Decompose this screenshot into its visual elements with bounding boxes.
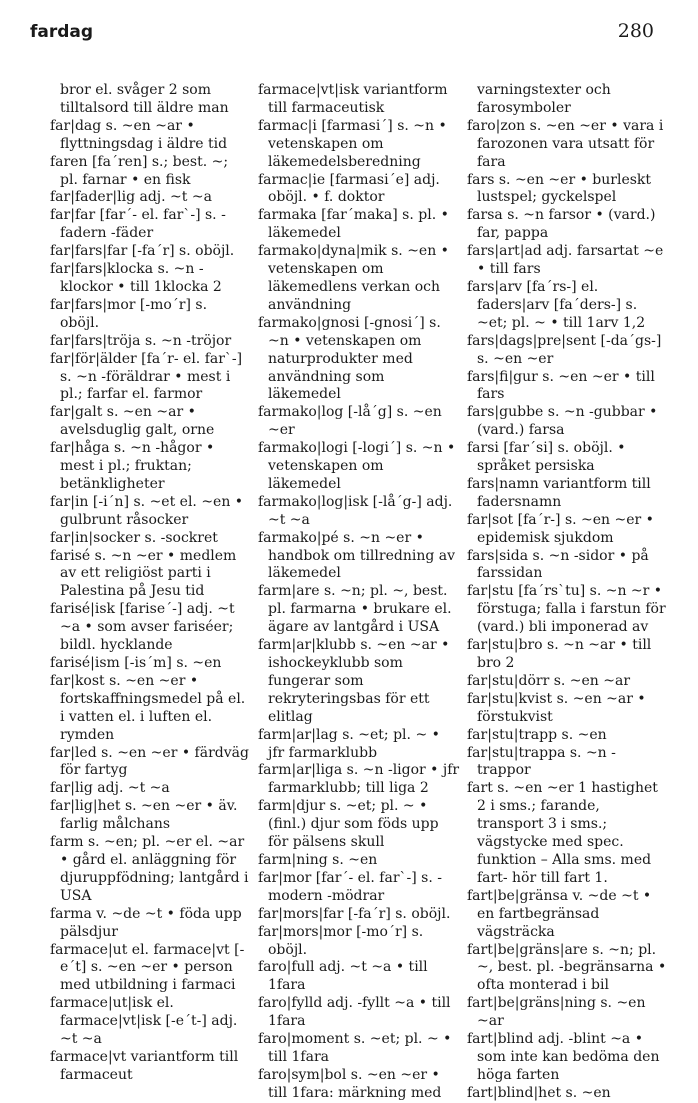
dictionary-entry: varningstexter och farosymboler: [477, 82, 611, 116]
dictionary-entry: farsa s. ~n farsor • (vard.) far, pappa: [467, 207, 656, 242]
dictionary-entry: far|far [far´- el. far`-] s. -fadern -fäder: [50, 207, 226, 242]
dictionary-entry: far|dag s. ~en ~ar • flyttningsdag i äldre tid: [50, 117, 228, 152]
dictionary-entry: faro|zon s. ~en ~er • vara i farozonen vara utsatt för fara: [467, 117, 664, 170]
dictionary-entry: farisé s. ~n ~er • medlem av ett religiöst parti i Palestina på Jesu tid: [50, 547, 237, 600]
dictionary-entry: far|lig|het s. ~en ~er • äv. farlig målchans: [50, 798, 238, 833]
entries-column-3: [467, 82, 667, 1103]
dictionary-entry: farmac|i [farmasi´] s. ~n • vetenskapen om läkemedelsberedning: [258, 117, 447, 170]
dictionary-entry: far|fader|lig adj. ~t ~a: [50, 189, 212, 206]
dictionary-entry: far|in [-i´n] s. ~et el. ~en • gulbrunt råsocker: [50, 493, 244, 528]
dictionary-entry: fart|blind adj. -blint ~a • som inte kan bedöma den höga farten: [467, 1031, 660, 1083]
entries-column-1: [50, 82, 250, 1085]
dictionary-entry: far|mors|far [-fa´r] s. oböjl.: [258, 905, 451, 922]
dictionary-entry: farm|djur s. ~et; pl. ~ • (finl.) djur som föds upp för pälsens skull: [258, 798, 439, 851]
dictionary-entry: farmace|vt variantform till farmaceut: [50, 1048, 239, 1083]
dictionary-entry: far|mors|mor [-mo´r] s. oböjl.: [258, 923, 424, 958]
dictionary-entry: faro|fylld adj. -fyllt ~a • till 1fara: [258, 995, 451, 1030]
dictionary-entry: fart|be|gränsa v. ~de ~t • en fartbegränsad vägsträcka: [467, 887, 652, 940]
dictionary-entry: far|håga s. ~n -hågor • mest i pl.; fruktan; betänkligheter: [50, 440, 215, 492]
dictionary-entry: farm|ar|klubb s. ~en ~ar • ishockeyklubb som fungerar som rekryteringsbas för ett elitlag: [258, 637, 450, 725]
entries-column-2: [258, 82, 460, 1103]
dictionary-entry: far|stu|kvist s. ~en ~ar • förstukvist: [467, 690, 646, 725]
dictionary-entry: faren [fa´ren] s.; best. ~; pl. farnar • en fisk: [50, 153, 229, 188]
dictionary-entry: faro|moment s. ~et; pl. ~ • till 1fara: [258, 1031, 452, 1065]
dictionary-entry: far|fars|klocka s. ~n -klockor • till 1klocka 2: [50, 261, 222, 295]
dictionary-entry: far|fars|mor [-mo´r] s. oböjl.: [50, 296, 208, 331]
dictionary-entry: farmako|dyna|mik s. ~en • vetenskapen om läkemedlens verkan och användning: [258, 243, 449, 313]
dictionary-entry: fars|dags|pre|sent [-da´gs-] s. ~en ~er: [467, 332, 662, 367]
guide-word: fardag: [30, 22, 94, 42]
dictionary-entry: farmace|ut|isk el. farmace|vt|isk [-e´t-] adj. ~t ~a: [50, 995, 238, 1048]
dictionary-entry: far|stu|trapp s. ~en: [467, 726, 607, 743]
dictionary-entry: farm s. ~en; pl. ~er el. ~ar • gård el. anläggning för djuruppfödning; lantgård i USA: [50, 834, 249, 904]
dictionary-entry: farmako|log|isk [-lå´g-] adj. ~t ~a: [258, 493, 453, 528]
dictionary-entry: farmako|log [-lå´g] s. ~en ~er: [258, 404, 442, 439]
dictionary-entry: fars|arv [fa´rs-] el. faders|arv [fa´ders-] s. ~et; pl. ~ • till 1arv 1,2: [467, 278, 646, 331]
dictionary-entry: far|mor [far´- el. far`-] s. -modern -mödrar: [258, 869, 442, 904]
dictionary-entry: far|lig adj. ~t ~a: [50, 780, 170, 797]
dictionary-entry: fart|be|gräns|ning s. ~en ~ar: [467, 995, 646, 1030]
dictionary-entry: farmako|logi [-logi´] s. ~n • vetenskapen om läkemedel: [258, 440, 456, 492]
dictionary-entry: farmac|ie [farmasi´e] adj. oböjl. • f. doktor: [258, 171, 440, 206]
dictionary-entry: farmako|gnosi [-gnosi´] s. ~n • vetenskapen om naturprodukter med användning som läkemedel: [258, 314, 441, 403]
dictionary-entry: farsi [far´si] s. oböjl. • språket persiska: [467, 440, 626, 475]
dictionary-entry: far|stu|trappa s. ~n -trappor: [467, 744, 616, 779]
dictionary-entry: farmako|pé s. ~n ~er • handbok om tillredning av läkemedel: [258, 529, 455, 582]
dictionary-entry: farisé|ism [-is´m] s. ~en: [50, 655, 222, 671]
dictionary-entry: farm|ar|lag s. ~et; pl. ~ • jfr farmarklubb: [258, 726, 440, 761]
dictionary-entry: far|in|socker s. -sockret: [50, 529, 218, 546]
dictionary-entry: far|fars|tröja s. ~n -tröjor: [50, 332, 232, 349]
dictionary-entry: fars|gubbe s. ~n -gubbar • (vard.) farsa: [467, 404, 658, 439]
dictionary-entry: far|fars|far [-fa´r] s. oböjl.: [50, 243, 235, 260]
dictionary-entry: farm|ning s. ~en: [258, 851, 378, 868]
dictionary-entry: farma v. ~de ~t • föda upp pälsdjur: [50, 905, 242, 940]
dictionary-entry: bror el. svåger 2 som tilltalsord till äldre man: [60, 82, 229, 116]
dictionary-entry: fart|blind|het s. ~en: [467, 1084, 611, 1101]
dictionary-entry: fars|fi|gur s. ~en ~er • till fars: [467, 368, 655, 403]
dictionary-entry: farm|ar|liga s. ~n -ligor • jfr farmarklubb; till liga 2: [258, 762, 460, 797]
dictionary-entry: fars|namn variantform till fadersnamn: [467, 475, 651, 510]
dictionary-entry: far|sot [fa´r-] s. ~en ~er • epidemisk sjukdom: [467, 511, 654, 546]
dictionary-entry: far|stu|bro s. ~n ~ar • till bro 2: [467, 637, 652, 671]
dictionary-entry: farmace|vt|isk variantform till farmaceutisk: [258, 82, 448, 116]
dictionary-entry: fars s. ~en ~er • burleskt lustspel; gyckelspel: [467, 171, 652, 206]
dictionary-entry: fars|sida s. ~n -sidor • på farssidan: [467, 547, 649, 582]
dictionary-entry: fars|art|ad adj. farsartat ~e • till fars: [467, 243, 664, 278]
dictionary-entry: farm|are s. ~n; pl. ~, best. pl. farmarna • brukare el. ägare av lantgård i USA: [258, 583, 452, 636]
dictionary-entry: far|led s. ~en ~er • färdväg för fartyg: [50, 744, 249, 779]
dictionary-entry: far|stu|dörr s. ~en ~ar: [467, 672, 631, 689]
page-number: 280: [617, 20, 654, 42]
dictionary-entry: farisé|isk [farise´-] adj. ~t ~a • som avser fariséer; bildl. hycklande: [50, 601, 235, 654]
dictionary-entry: far|stu [fa´rs`tu] s. ~n ~r • förstuga; falla i farstun för (vard.) bli imponerad av: [467, 583, 666, 636]
dictionary-entry: far|kost s. ~en ~er • fortskaffningsmedel på el. i vatten el. i luften el. rymden: [50, 672, 246, 743]
dictionary-entry: faro|sym|bol s. ~en ~er • till 1fara: märkning med: [258, 1066, 442, 1101]
dictionary-entry: fart|be|gräns|are s. ~n; pl. ~, best. pl. -begränsarna • ofta monterad i bil: [467, 941, 667, 994]
dictionary-entry: farmace|ut el. farmace|vt [-e´t] s. ~en ~er • person med utbildning i farmaci: [50, 941, 245, 994]
dictionary-entry: far|galt s. ~en ~ar • avelsduglig galt, orne: [50, 404, 215, 439]
dictionary-entry: fart s. ~en ~er 1 hastighet 2 i sms.; farande, transport 3 i sms.; vägstycke med spec. funktion – Alla sms. med fart- hör till fart 1.: [467, 780, 658, 886]
dictionary-entry: far|för|älder [fa´r- el. far`-] s. ~n -föräldrar • mest i pl.; farfar el. farmor: [50, 350, 243, 403]
dictionary-entry: farmaka [far´maka] s. pl. • läkemedel: [258, 207, 449, 242]
dictionary-entry: faro|full adj. ~t ~a • till 1fara: [258, 959, 428, 994]
